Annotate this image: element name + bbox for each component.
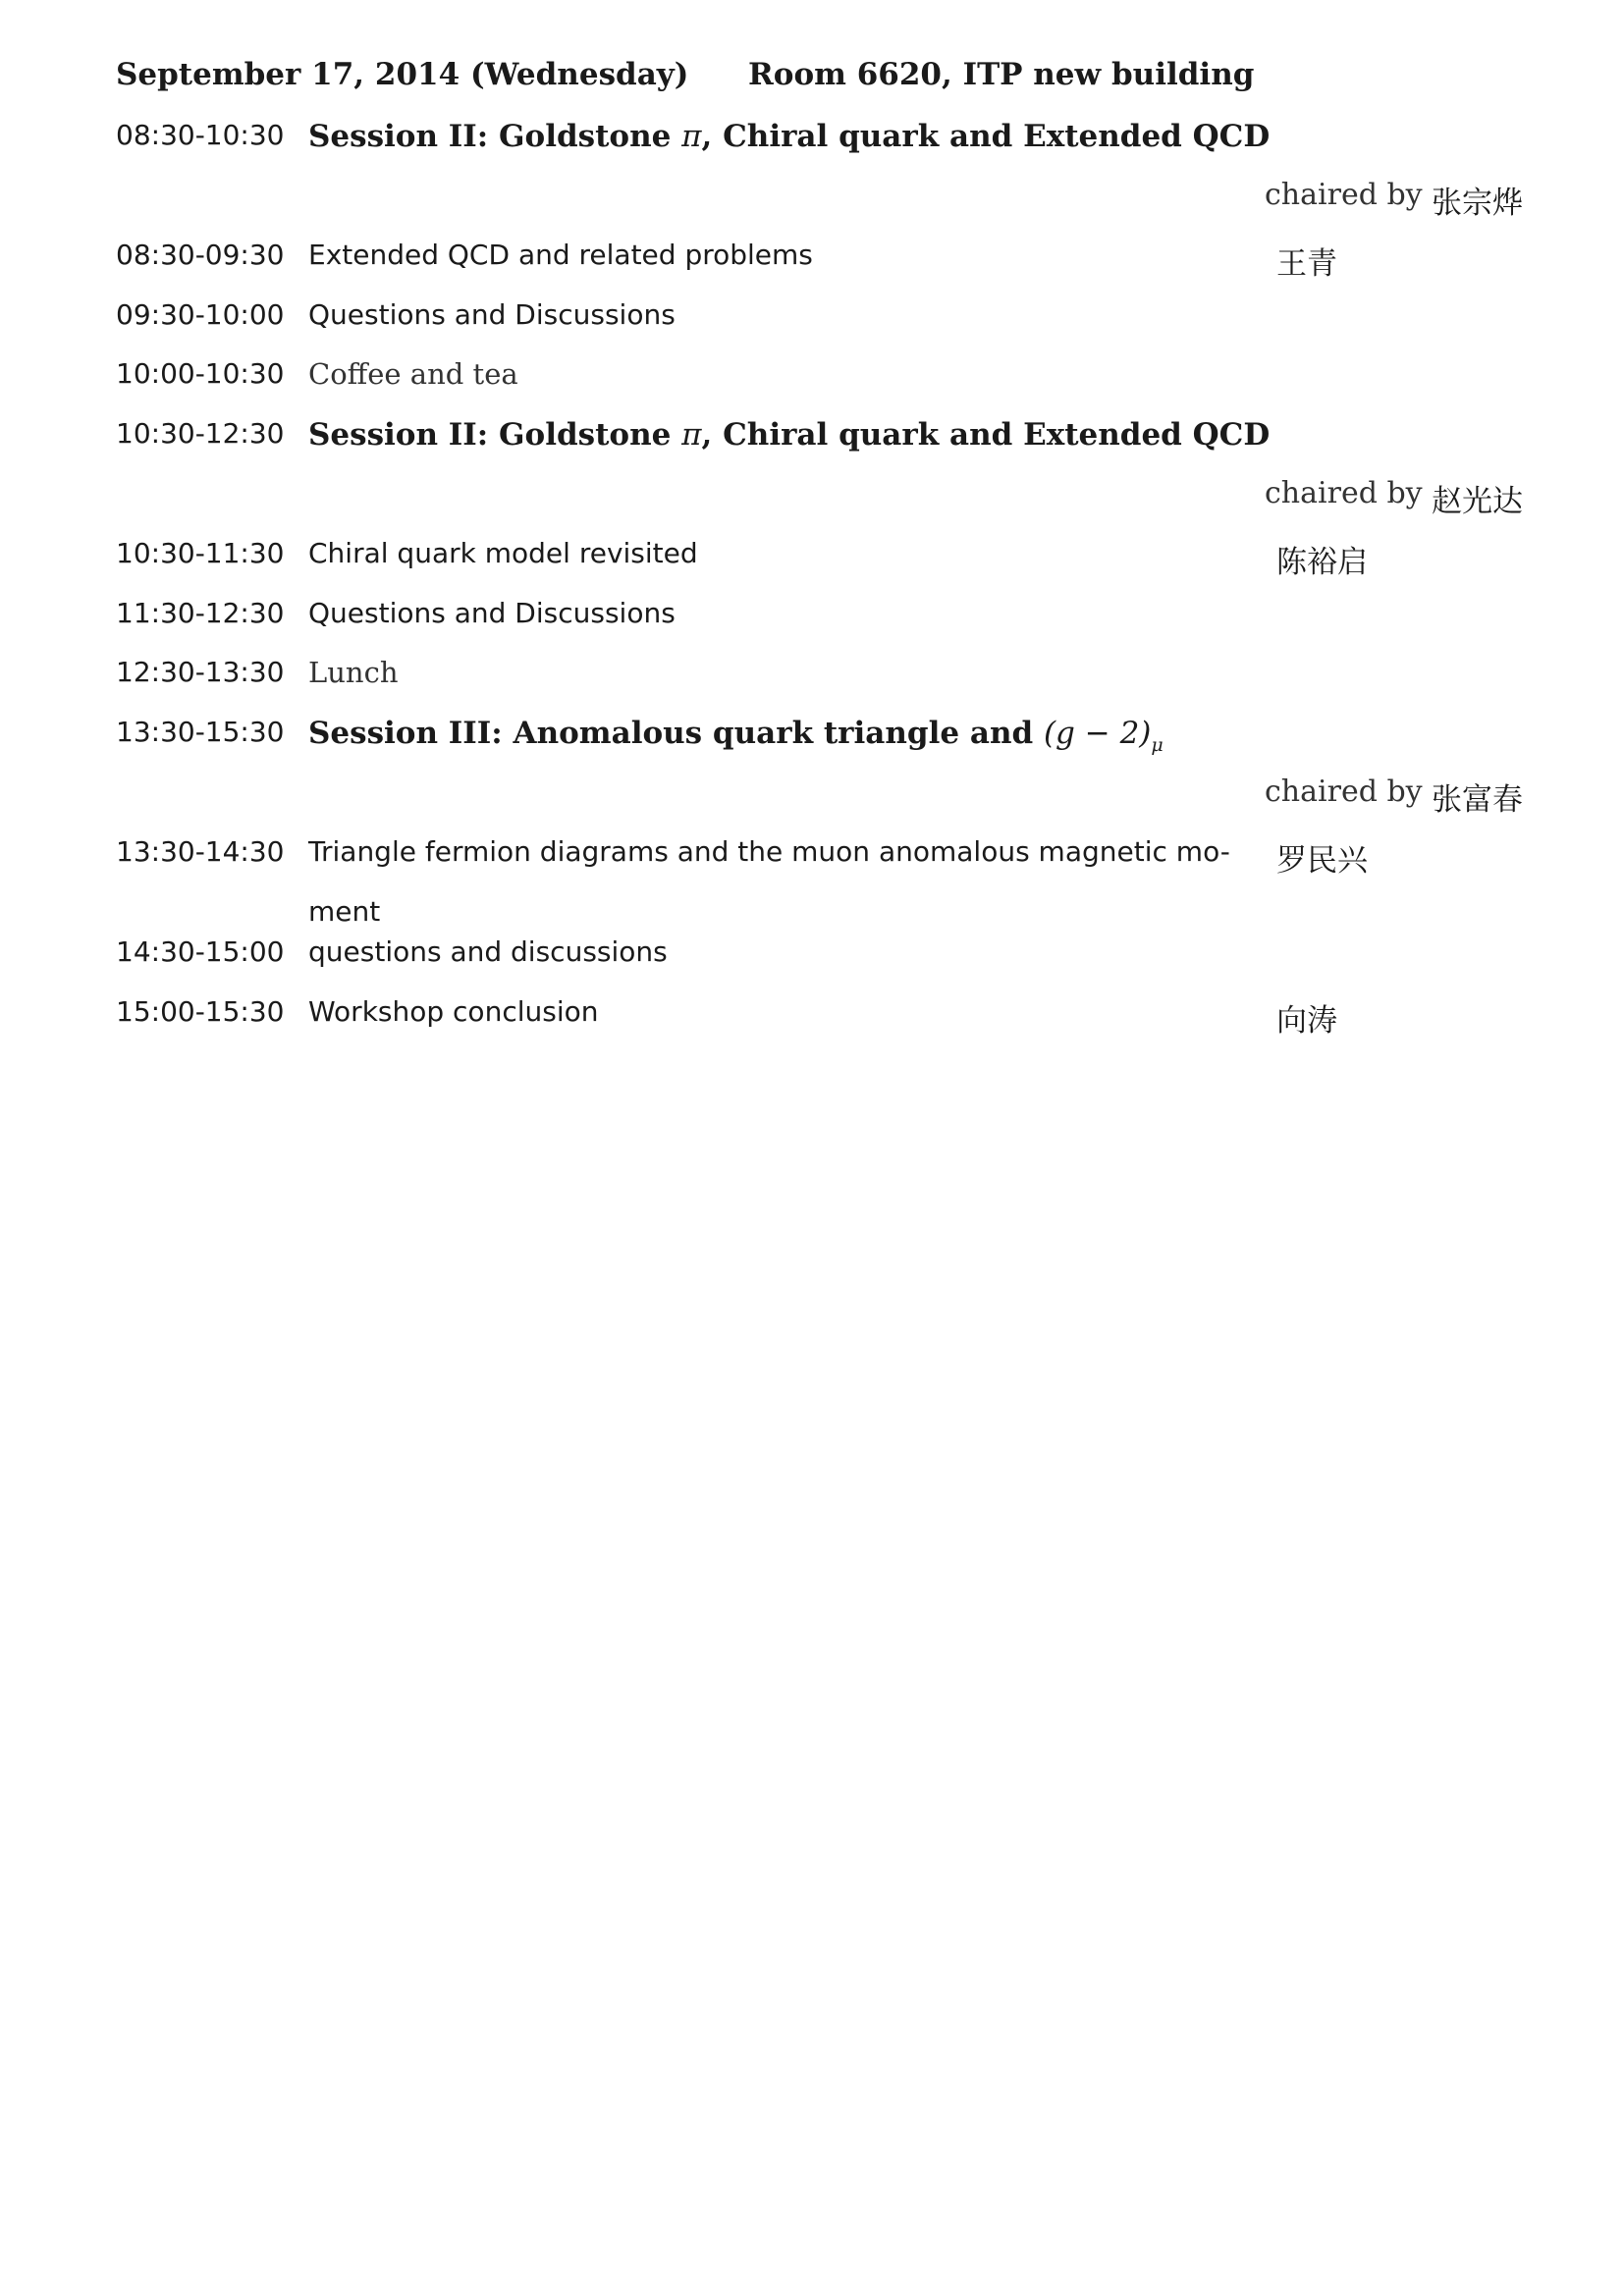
talk-row: [0, 537, 1624, 596]
session-time: 13:30-15:30: [116, 716, 285, 748]
chair-name: 赵光达: [1432, 484, 1523, 519]
talk-title: Triangle fermion diagrams and the muon anomalous magnetic mo-: [308, 835, 1230, 868]
talk-speaker: 罗民兴: [1276, 843, 1368, 879]
session-title-math: π: [681, 119, 702, 154]
talk-time: 08:30-09:30: [116, 239, 285, 271]
discussion-row: [0, 597, 1624, 656]
break-time: 12:30-13:30: [116, 656, 285, 688]
session-row: [0, 417, 1624, 476]
session-title-prefix: Session III: Anomalous quark triangle and: [308, 716, 1044, 751]
talk-title: Extended QCD and related problems: [308, 239, 813, 271]
schedule-room: Room 6620, ITP new building: [748, 57, 1255, 92]
chair-name: 张宗烨: [1432, 186, 1523, 221]
session-title-subscript: μ: [1151, 734, 1164, 756]
break-time: 10:00-10:30: [116, 357, 285, 390]
session-time: 08:30-10:30: [116, 119, 285, 151]
discussion-time: 11:30-12:30: [116, 597, 285, 629]
discussion-time: 14:30-15:00: [116, 935, 285, 968]
chair-row: [0, 476, 1624, 535]
chaired-by-label: chaired by: [1265, 178, 1423, 212]
chair-name: 张富春: [1432, 782, 1523, 818]
session-title: [308, 417, 1270, 453]
chair-row: [0, 774, 1624, 833]
session-title-suffix: , Chiral quark and Extended QCD: [701, 119, 1271, 154]
talk-speaker: 向涛: [1276, 1003, 1337, 1039]
session-title: [308, 716, 1164, 756]
schedule-date: September 17, 2014 (Wednesday): [116, 57, 689, 92]
chaired-by-label: chaired by: [1265, 476, 1423, 510]
session-time: 10:30-12:30: [116, 417, 285, 450]
discussion-time: 09:30-10:00: [116, 298, 285, 331]
discussion-title: questions and discussions: [308, 935, 668, 968]
chair-row: [0, 178, 1624, 237]
session-row: [0, 716, 1624, 774]
talk-time: 15:00-15:30: [116, 995, 285, 1028]
session-title-prefix: Session II: Goldstone: [308, 119, 682, 154]
talk-speaker: 王青: [1276, 246, 1337, 282]
talk-time: 13:30-14:30: [116, 835, 285, 868]
session-title-suffix: , Chiral quark and Extended QCD: [701, 417, 1271, 453]
session-row: [0, 119, 1624, 178]
talk-title: Workshop conclusion: [308, 995, 599, 1028]
talk-time: 10:30-11:30: [116, 537, 285, 569]
talk-row: [0, 835, 1624, 894]
talk-title: Chiral quark model revisited: [308, 537, 698, 569]
talk-row: [0, 239, 1624, 297]
talk-title-continuation: ment: [308, 895, 381, 928]
break-title: Coffee and tea: [308, 357, 518, 391]
chaired-by-label: chaired by: [1265, 774, 1423, 809]
break-row: [0, 656, 1624, 715]
session-title: [308, 119, 1270, 154]
session-title-math: (g − 2): [1043, 716, 1152, 751]
talk-row: [0, 995, 1624, 1054]
discussion-row: [0, 298, 1624, 357]
discussion-row: [0, 935, 1624, 994]
break-row: [0, 357, 1624, 416]
session-title-prefix: Session II: Goldstone: [308, 417, 682, 453]
session-title-math: π: [681, 417, 702, 453]
discussion-title: Questions and Discussions: [308, 298, 676, 331]
break-title: Lunch: [308, 656, 399, 689]
discussion-title: Questions and Discussions: [308, 597, 676, 629]
talk-speaker: 陈裕启: [1276, 545, 1368, 580]
